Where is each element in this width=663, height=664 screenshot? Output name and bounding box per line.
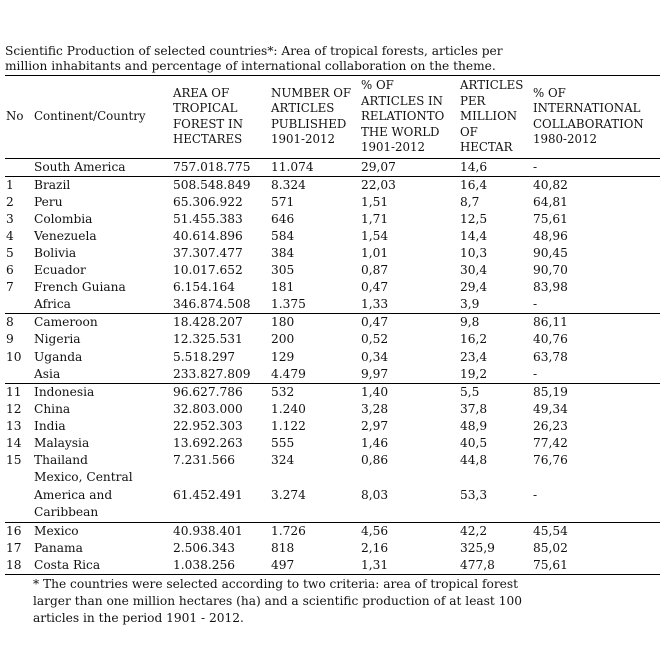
header-articles: NUMBER OF ARTICLES PUBLISHED 1901-2012 [271,85,352,147]
cell-country: India [34,418,66,433]
table-row [5,349,660,366]
cell-articles: 305 [271,263,295,278]
cell-articles: 818 [271,540,295,555]
cell-articles: 1.726 [270,522,360,540]
cell-per-million: 14,6 [459,158,532,176]
cell-intl: 26,23 [533,418,568,433]
cell-pct-world: 2,16 [361,540,389,555]
table-row [5,279,660,296]
cell-pct-world: 1,54 [361,228,389,243]
cell-per-million: 23,4 [460,349,488,364]
cell-pct-world: 8,03 [361,487,389,502]
cell-per-million: 16,4 [459,176,532,194]
cell-no [5,366,33,384]
cell-country: Mexico [33,522,172,540]
header-country: Continent/Country [34,109,146,123]
cell-pct-world: 3,28 [361,401,389,416]
table-row [5,540,660,557]
cell-area: 13.692.263 [173,436,243,450]
cell-articles: 555 [271,436,295,450]
cell-no: 8 [5,314,33,332]
table-row [5,158,660,176]
cell-pct-world: 1,01 [361,245,389,260]
cell-per-million: 19,2 [460,366,488,381]
cell-pct-world: 4,56 [360,522,459,540]
cell-articles: 8.324 [270,176,360,194]
cell-pct-world: 0,87 [361,263,389,278]
cell-no: 6 [6,263,14,278]
header-intl: % OF INTERNATIONAL COLLABORATION 1980-2012 [533,85,644,147]
cell-no: 12 [6,401,22,416]
cell-country: Mexico, Central America and Caribbean [34,470,133,520]
cell-no: 18 [5,557,33,575]
cell-articles: 532 [270,383,360,401]
header-no: No [6,109,24,123]
table-row [5,228,660,245]
cell-country: China [34,401,71,416]
cell-per-million: 5,5 [459,383,532,401]
cell-area: 233.827.809 [173,366,251,381]
table-row [5,418,660,435]
cell-area: 12.325.531 [173,332,243,347]
table-row [5,366,660,384]
cell-per-million: 8,7 [460,194,480,209]
table-row [5,194,660,211]
table-row [5,211,660,228]
table-caption: Scientific Production of selected countries*: Area of tropical forests, articles per million inhabitants and percentage of international collaboration on the theme. [5,44,503,73]
cell-articles: 1.122 [271,418,306,433]
cell-country: South America [33,158,172,176]
cell-area: 40.938.401 [172,522,270,540]
cell-no: 15 [6,453,22,468]
cell-no: 11 [5,383,33,401]
table-row [5,331,660,348]
cell-no: 5 [6,245,14,260]
cell-area: 18.428.207 [172,314,270,332]
cell-intl: 75,61 [533,211,568,226]
cell-articles: 571 [271,194,295,209]
cell-intl: 83,98 [533,280,568,295]
cell-no: 4 [6,228,14,243]
cell-articles: 324 [271,453,295,468]
cell-area: 65.306.922 [173,194,243,209]
cell-intl: 45,54 [532,522,660,540]
table-row [5,262,660,279]
header-row [5,76,660,159]
table-row [5,435,660,452]
cell-area: 10.017.652 [173,263,243,278]
cell-pct-world: 0,34 [361,349,389,364]
cell-no [5,296,33,314]
table-row [5,176,660,194]
cell-country: French Guiana [34,280,126,295]
cell-country: Nigeria [34,332,81,347]
cell-country: Indonesia [33,383,172,401]
cell-pct-world: 0,52 [361,332,389,347]
cell-per-million: 14,4 [460,228,488,243]
cell-area: 346.874.508 [173,297,251,312]
cell-country: Panama [34,540,83,555]
cell-intl: - [533,487,538,502]
cell-intl: 63,78 [533,349,568,364]
cell-pct-world: 0,47 [361,280,389,295]
cell-no: 9 [6,332,14,347]
cell-country: Ecuador [34,263,86,278]
table-header [5,76,660,159]
cell-articles: 3.274 [271,487,306,502]
cell-articles: 129 [271,349,295,364]
cell-pct-world: 22,03 [360,176,459,194]
cell-no: 16 [5,522,33,540]
table-row [5,469,660,522]
cell-per-million: 477,8 [459,557,532,575]
cell-intl: 49,34 [533,401,568,416]
cell-area: 7.231.566 [173,453,236,468]
cell-area: 2.506.343 [173,540,236,555]
cell-area: 5.518.297 [173,349,236,364]
cell-articles: 4.479 [271,366,306,381]
cell-pct-world: 1,33 [361,297,389,312]
cell-no: 13 [6,418,22,433]
cell-intl: - [533,366,538,381]
cell-pct-world: 0,86 [361,453,389,468]
cell-per-million: 48,9 [460,418,488,433]
cell-pct-world: 1,71 [361,211,389,226]
cell-country: Brazil [33,176,172,194]
cell-intl: 40,76 [533,332,568,347]
cell-area: 40.614.896 [173,228,243,243]
cell-per-million: 53,3 [460,487,488,502]
table-row [5,383,660,401]
cell-intl: 40,82 [532,176,660,194]
cell-pct-world: 29,07 [360,158,459,176]
cell-no: 14 [6,436,22,450]
cell-articles: 180 [270,314,360,332]
cell-articles: 646 [271,211,295,226]
cell-per-million: 42,2 [459,522,532,540]
cell-area: 1.038.256 [172,557,270,575]
cell-intl: 90,70 [533,263,568,278]
cell-no [5,469,33,522]
cell-country: Costa Rica [33,557,172,575]
cell-area: 508.548.849 [172,176,270,194]
cell-pct-world: 0,47 [360,314,459,332]
cell-no: 7 [6,280,14,295]
cell-intl: 86,11 [532,314,660,332]
cell-area: 96.627.786 [172,383,270,401]
cell-articles: 384 [271,245,295,260]
table-row [5,557,660,575]
table-row [5,522,660,540]
cell-country: Venezuela [34,228,97,243]
cell-intl: 48,96 [533,228,568,243]
cell-per-million: 9,8 [459,314,532,332]
cell-articles: 1.240 [271,401,306,416]
cell-country: Malaysia [34,436,90,450]
cell-intl: 85,19 [532,383,660,401]
cell-intl: 75,61 [532,557,660,575]
cell-intl: 64,81 [533,194,568,209]
data-table [5,75,660,575]
cell-per-million: 3,9 [460,297,480,312]
cell-per-million: 325,9 [460,540,495,555]
cell-intl: 76,76 [533,453,568,468]
cell-articles: 200 [271,332,295,347]
cell-articles: 11.074 [270,158,360,176]
cell-intl: - [532,158,660,176]
cell-country: Bolivia [34,245,77,260]
cell-per-million: 12,5 [460,211,488,226]
cell-country: Thailand [34,453,88,468]
cell-intl: 90,45 [533,245,568,260]
cell-per-million: 29,4 [460,280,488,295]
cell-articles: 181 [271,280,295,295]
cell-area: 51.455.383 [173,211,243,226]
cell-no: 1 [5,176,33,194]
cell-pct-world: 1,51 [361,194,389,209]
header-area: AREA OF TROPICAL FOREST IN HECTARES [173,85,244,147]
cell-area: 6.154.164 [173,280,236,295]
document-page [5,44,660,627]
cell-country: Uganda [34,349,83,364]
cell-pct-world: 2,97 [361,418,389,433]
cell-area: 61.452.491 [173,487,243,502]
cell-per-million: 40,5 [460,436,488,450]
cell-intl: 77,42 [533,436,568,450]
table-row [5,314,660,332]
cell-country: Cameroon [33,314,172,332]
cell-area: 37.307.477 [173,245,243,260]
cell-pct-world: 1,46 [361,436,389,450]
cell-per-million: 37,8 [460,401,488,416]
table-row [5,296,660,314]
cell-per-million: 44,8 [460,453,488,468]
cell-articles: 1.375 [271,297,306,312]
cell-country: Peru [34,194,63,209]
cell-articles: 497 [270,557,360,575]
header-per-million: ARTICLES PER MILLION OF HECTAR [460,78,524,154]
cell-area: 22.952.303 [173,418,243,433]
table-row [5,401,660,418]
cell-country: Colombia [34,211,93,226]
cell-country: Africa [34,297,71,312]
header-pct-world: % OF ARTICLES IN RELATIONTO THE WORLD 1901-2012 [361,78,445,154]
cell-intl: 85,02 [533,540,568,555]
cell-per-million: 16,2 [460,332,488,347]
cell-no: 2 [6,194,14,209]
cell-intl: - [533,297,538,312]
table-body [5,158,660,574]
cell-no: 10 [6,349,22,364]
cell-no: 17 [6,540,22,555]
cell-area: 757.018.775 [172,158,270,176]
table-row [5,452,660,469]
cell-per-million: 10,3 [460,245,488,260]
cell-no: 3 [6,211,14,226]
cell-per-million: 30,4 [460,263,488,278]
table-footnote: * The countries were selected according to two criteria: area of tropical forest larger than one million hectares (ha) and a scientific production of at least 100 articles in the period 1901 - 2012. [33,576,522,625]
table-row [5,245,660,262]
cell-area: 32.803.000 [173,401,243,416]
cell-pct-world: 9,97 [361,366,389,381]
cell-pct-world: 1,40 [360,383,459,401]
cell-no [5,158,33,176]
cell-country: Asia [34,366,61,381]
cell-pct-world: 1,31 [360,557,459,575]
cell-articles: 584 [271,228,295,243]
